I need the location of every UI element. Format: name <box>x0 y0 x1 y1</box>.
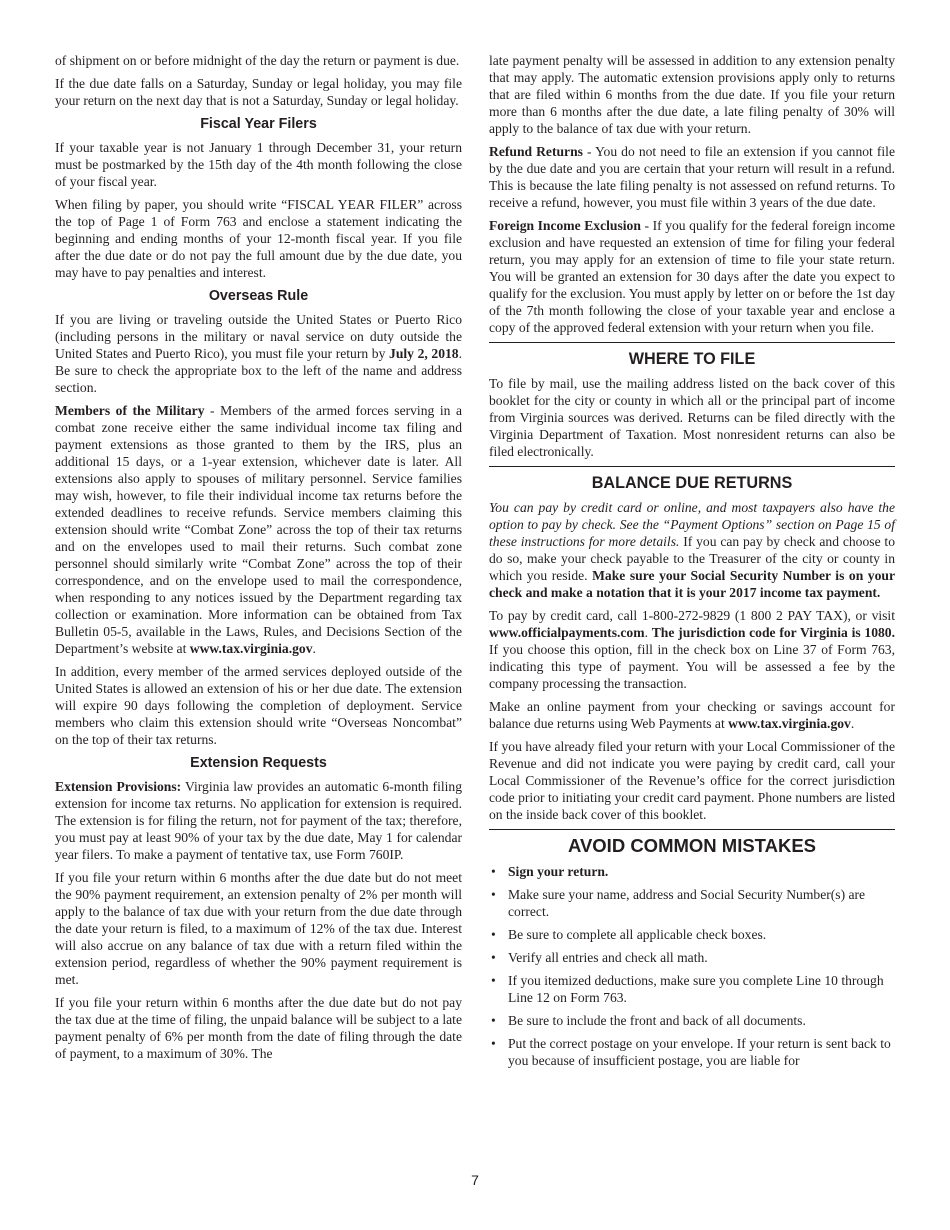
paragraph-military <box>55 402 462 657</box>
online-text-b: . <box>850 716 855 731</box>
paragraph-extension-penalty: If you file your return within 6 months after the due date but do not meet the 90% payment requirement, an extension penalty of 2% per month will apply to the balance of tax due with your return from the due date through the date your return is filed, to a maximum of 12% of the tax due. Interest will also accrue on any balance of tax due with a return filed within the extension period, regardless of whether the 90% payment requirement is met. <box>55 870 462 987</box>
overseas-date: July 2, 2018 <box>389 346 459 361</box>
bullet-icon: • <box>491 973 496 988</box>
refund-label: Refund Returns <box>489 144 583 159</box>
paragraph-holiday: If the due date falls on a Saturday, Sunday or legal holiday, you may file your return on the next day that is not a Saturday, Sunday or legal holiday. <box>55 76 462 108</box>
credit-card-text-c: If you choose this option, fill in the check box on Line 37 of Form 763, indicating this type of payment. You will be assessed a fee by the company processing the transaction. <box>489 642 895 691</box>
mistake-text: Put the correct postage on your envelope. If your return is sent back to you because of insufficient postage, you are liable for <box>508 1036 891 1068</box>
list-item <box>489 972 895 1006</box>
heading-extension-requests: Extension Requests <box>190 755 327 771</box>
heading-fiscal-year-filers: Fiscal Year Filers <box>200 116 317 132</box>
paragraph-fiscal-1: If your taxable year is not January 1 through December 31, your return must be postmarked by the 15th day of the 4th month following the close of your fiscal year. <box>55 140 462 189</box>
heading-avoid-common-mistakes: AVOID COMMON MISTAKES <box>489 829 895 857</box>
paragraph-credit-card <box>489 607 895 692</box>
list-item <box>489 926 895 943</box>
web-payments-link[interactable]: www.tax.virginia.gov <box>728 716 851 731</box>
bullet-icon: • <box>491 927 496 942</box>
online-text-a: Make an online payment from your checking or savings account for balance due returns using Web Payments at <box>489 699 895 731</box>
mistake-text: Make sure your name, address and Social Security Number(s) are correct. <box>508 887 866 919</box>
military-text: - Members of the armed forces serving in a combat zone receive either the same individual income tax filing and payment extensions as those granted to them by the IRS, plus an additional 15 days, or a 1-year extension, whichever date is later. All extensions also apply to spouses of military personnel. Service families may wish, however, to file their individual income tax returns before the extended deadlines to receive refunds. Service members claiming this extension should write “Combat Zone” across the top of their tax returns and on the envelopes used to mail their returns. Such combat zone personnel should similarly write “Combat Zone” across the top of their correspondence, and on the envelope used to mail the correspondence, when responding to any notices issued by the Department regarding tax collection or examination. More information can be obtained from Tax Bulletin 05-5, available in the Laws, Rules, and Decisions Section of the Department’s website at <box>55 403 462 656</box>
heading-overseas-rule: Overseas Rule <box>208 288 309 304</box>
list-item <box>489 863 895 880</box>
bullet-icon: • <box>491 1036 496 1051</box>
military-label: Members of the Military <box>55 403 205 418</box>
paragraph-extension-provisions <box>55 778 462 863</box>
paragraph-online-payment <box>489 698 895 732</box>
extension-label: Extension Provisions: <box>55 779 182 794</box>
paragraph-shipment: of shipment on or before midnight of the day the return or payment is due. <box>55 53 460 68</box>
extension-text: Virginia law provides an automatic 6-month filing extension for income tax returns. No application for extension is required. The extension is for filing the return, not for payment of the tax; therefore, you must pay at least 90% of your tax by the due date, May 1 for calendar year filers. To make a payment of tentative tax, use Form 760IP. <box>55 779 463 862</box>
credit-card-text-a: To pay by credit card, call 1-800-272-9829 (1 800 2 PAY TAX), or visit <box>489 608 895 623</box>
heading-balance-due-returns: BALANCE DUE RETURNS <box>489 466 895 493</box>
balance-italic-text: You can pay by credit card or online, and most taxpayers also have the option to pay by check. See the “Payment Options” section on Page 15 of these instructions for more details. <box>489 500 895 549</box>
overseas-text-b: . Be sure to check the appropriate box to the left of the name and address section. <box>55 346 462 395</box>
foreign-label: Foreign Income Exclusion <box>489 218 641 233</box>
list-item <box>489 1012 895 1029</box>
list-item <box>489 886 895 920</box>
page-number: 7 <box>471 1172 479 1188</box>
heading-where-to-file: WHERE TO FILE <box>489 342 895 369</box>
paragraph-overseas <box>55 311 462 396</box>
overseas-text-a: If you are living or traveling outside the United States or Puerto Rico (including persons in the military or naval service on duty outside the United States and Puerto Rico), you must file your return by <box>55 312 462 361</box>
foreign-text: - If you qualify for the federal foreign income exclusion and have requested an extension of time for filing your federal return, you may apply for an extension of time to file your state return. You will be granted an extension for 30 days after the date you expect to qualify for the exclusion. You must apply by letter on or before the 1st day of the 7th month following the close of your taxable year and enclose a copy of the approved federal extension with your return when you file. <box>489 218 895 335</box>
list-item <box>489 949 895 966</box>
paragraph-foreign-income <box>489 217 895 336</box>
paragraph-balance-due <box>489 499 895 601</box>
credit-card-text-b: . <box>644 625 652 640</box>
refund-text: - You do not need to file an extension if you cannot file by the due date and you are certain that your return will result in a refund. This is because the late filing penalty is not assessed on refund returns. To receive a refund, however, you must file within 3 years of the due date. <box>489 144 895 210</box>
right-column <box>489 52 895 1075</box>
official-payments-link[interactable]: www.officialpayments.com <box>489 625 645 640</box>
mistake-text: Be sure to complete all applicable check boxes. <box>508 927 767 942</box>
mistakes-list <box>489 863 895 1069</box>
paragraph-late-payment-cont: late payment penalty will be assessed in addition to any extension penalty that may apply. The automatic extension provisions apply only to returns that are filed within 6 months from the due date. If you file your return more than 6 months after the due date, a late filing penalty of 30% will apply to the balance of tax due with your return. <box>489 53 895 136</box>
paragraph-late-payment: If you file your return within 6 months after the due date but do not pay the tax due at the time of filing, the unpaid balance will be subject to a late payment penalty of 6% per month from the date of filing through the date of payment, to a maximum of 30%. The <box>55 995 462 1061</box>
paragraph-where-to-file: To file by mail, use the mailing address listed on the back cover of this booklet for the city or county in which all or the principal part of income from Virginia sources was derived. Returns can be filed directly with the Virginia Department of Taxation. Most nonresident returns can also be filed electronically. <box>489 376 895 459</box>
mistake-text: Be sure to include the front and back of all documents. <box>508 1013 806 1028</box>
mistake-text: If you itemized deductions, make sure you complete Line 10 through Line 12 on Form 763. <box>508 973 884 1005</box>
military-website-link[interactable]: www.tax.virginia.gov <box>189 641 313 656</box>
jurisdiction-code-text: The jurisdiction code for Virginia is 1080. <box>651 625 896 640</box>
balance-bold-text: Make sure your Social Security Number is on your check and make a notation that it is your 2017 income tax payment. <box>489 568 895 600</box>
bullet-icon: • <box>491 864 496 879</box>
paragraph-noncombat: In addition, every member of the armed services deployed outside of the United States is allowed an extension of his or her due date. The extension will expire 90 days following the completion of deployment. Service members who claim this extension should write “Overseas Noncombat” on the top of their tax returns. <box>55 664 462 747</box>
bullet-icon: • <box>491 1013 496 1028</box>
paragraph-refund-returns <box>489 143 895 211</box>
balance-mid-text: If you can pay by check and choose to do so, make your check payable to the Treasurer of the city or county in which you reside. <box>489 534 896 583</box>
military-end: . <box>312 641 316 656</box>
list-item <box>489 1035 895 1069</box>
bullet-icon: • <box>491 887 496 902</box>
paragraph-fiscal-2: When filing by paper, you should write “FISCAL YEAR FILER” across the top of Page 1 of Form 763 and enclose a statement indicating the beginning and ending months of your 12-month fiscal year. If you file after the due date or do not pay the full amount due by the due date, you may have to pay penalties and interest. <box>55 197 462 280</box>
mistake-text: Verify all entries and check all math. <box>508 950 708 965</box>
paragraph-local-commissioner: If you have already filed your return with your Local Commissioner of the Revenue and did not indicate you were paying by credit card, call your Local Commissioner of the Revenue’s office for the correct jurisdiction code prior to initiating your credit card payment. Phone numbers are listed on the inside back cover of this booklet. <box>489 739 895 822</box>
mistake-text: Sign your return. <box>508 864 609 879</box>
bullet-icon: • <box>491 950 496 965</box>
left-column <box>55 52 462 1068</box>
